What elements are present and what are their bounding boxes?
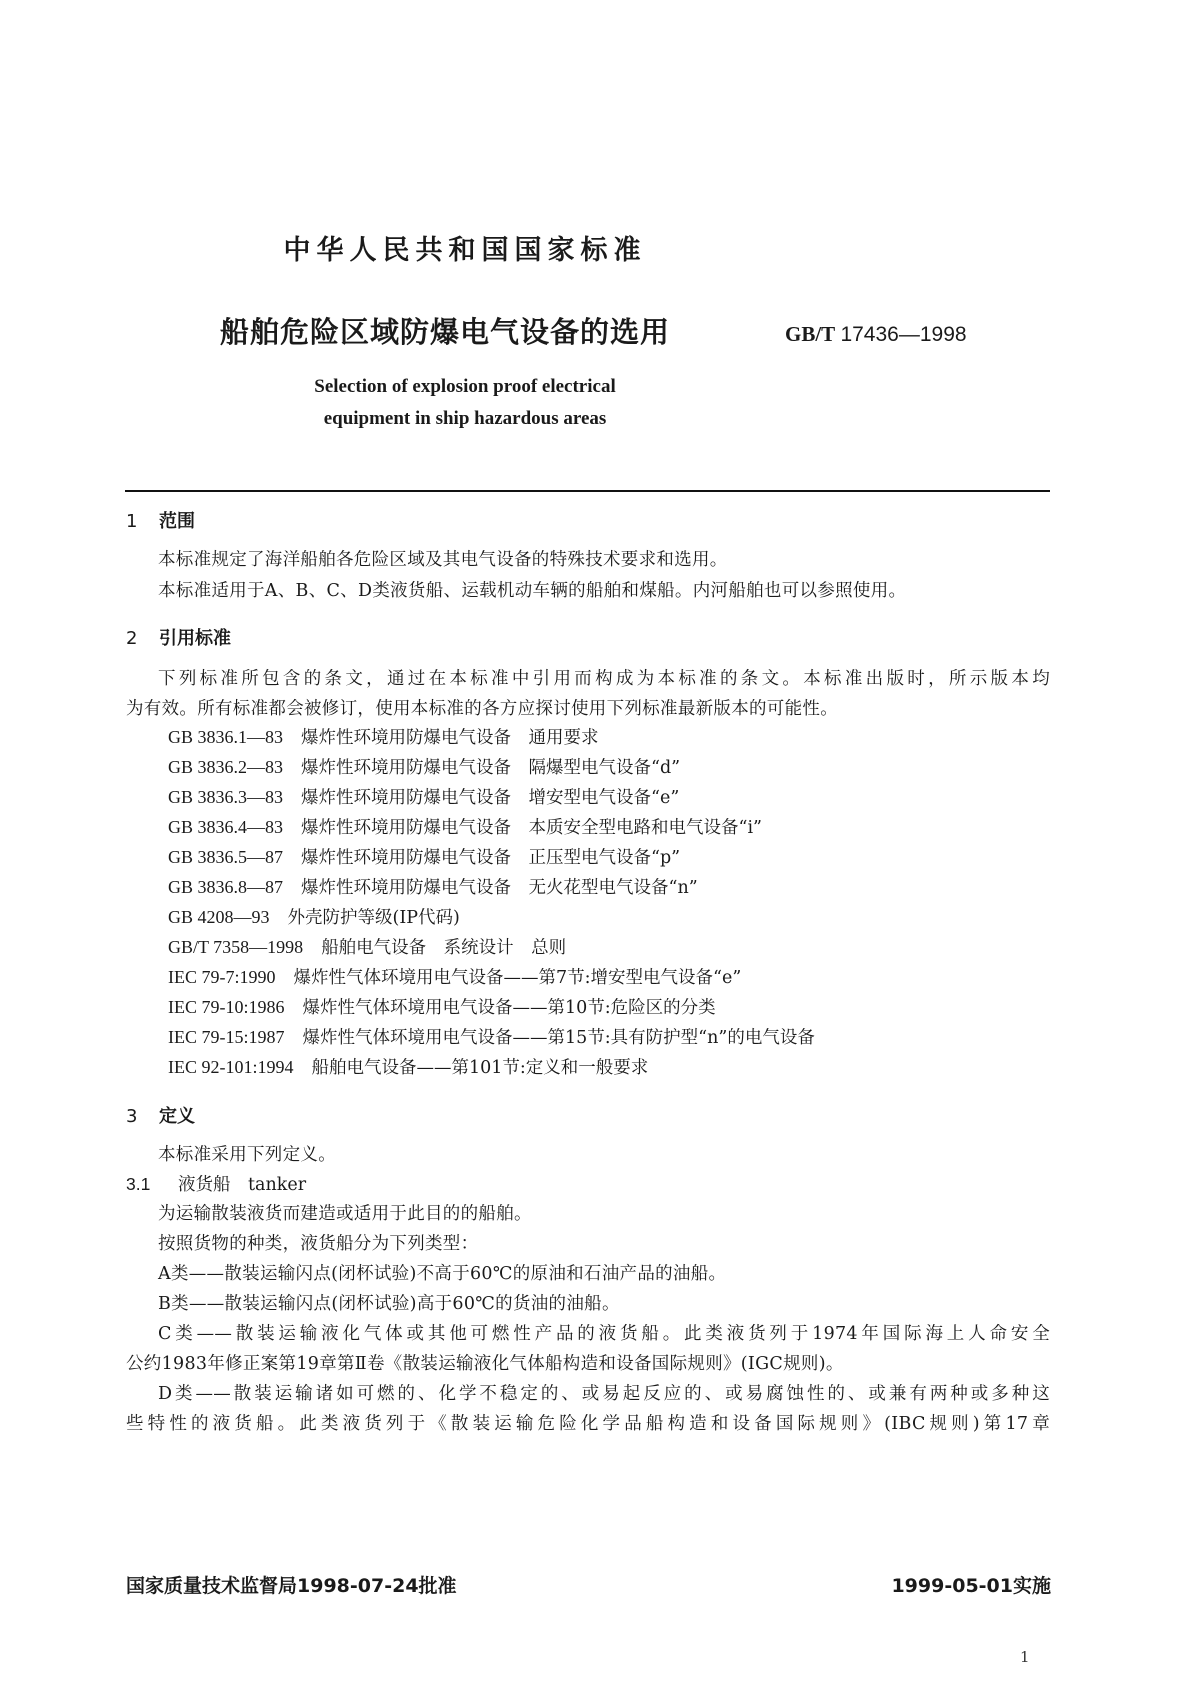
standard-code: 17436—1998 xyxy=(840,323,967,346)
reference-item xyxy=(168,814,762,839)
section-heading-scope xyxy=(126,507,195,533)
reference-item xyxy=(168,754,680,779)
reference-title: 外壳防护等级(IP代码) xyxy=(287,908,460,928)
document-title: 船舶危险区域防爆电气设备的选用 xyxy=(220,315,671,349)
reference-title: 爆炸性气体环境用电气设备——第7节:增安型电气设备“e” xyxy=(293,968,742,988)
reference-item xyxy=(168,1054,648,1079)
reference-title: 爆炸性气体环境用电气设备——第10节:危险区的分类 xyxy=(302,998,716,1018)
section-number: 3 xyxy=(126,1106,138,1127)
reference-title: 爆炸性环境用防爆电气设备 本质安全型电路和电气设备“i” xyxy=(301,818,763,838)
standard-number xyxy=(785,322,967,347)
reference-code: GB 4208—93 xyxy=(168,907,270,927)
paragraph: 公约1983年修正案第19章第Ⅱ卷《散装运输液化气体船构造和设备国际规则》(IGC规则)。 xyxy=(126,1354,844,1374)
subsection-term: 液货船 tanker xyxy=(178,1175,307,1195)
reference-item xyxy=(168,784,679,809)
reference-item xyxy=(168,724,599,749)
paragraph: C类——散装运输液化气体或其他可燃性产品的液货船。此类液货列于1974年国际海上人命安全 xyxy=(158,1324,1050,1344)
reference-title: 爆炸性环境用防爆电气设备 正压型电气设备“p” xyxy=(301,848,681,868)
reference-title: 船舶电气设备 系统设计 总则 xyxy=(321,938,567,958)
reference-item xyxy=(168,1024,815,1049)
reference-item xyxy=(168,874,698,899)
paragraph: 本标准规定了海洋船舶各危险区域及其电气设备的特殊技术要求和选用。 xyxy=(158,550,728,570)
paragraph: 下列标准所包含的条文，通过在本标准中引用而构成为本标准的条文。本标准出版时，所示版本均 xyxy=(158,669,1050,689)
national-standard-heading: 中华人民共和国国家标准 xyxy=(283,235,647,266)
subsection-heading xyxy=(126,1171,306,1196)
reference-code: IEC 79-15:1987 xyxy=(168,1027,285,1047)
section-number: 1 xyxy=(126,511,138,532)
reference-code: GB 3836.1—83 xyxy=(168,727,284,747)
effective-date: 1999-05-01实施 xyxy=(891,1575,1051,1597)
page-number: 1 xyxy=(1020,1648,1030,1666)
section-heading-definitions xyxy=(126,1102,195,1128)
paragraph: 按照货物的种类，液货船分为下列类型： xyxy=(158,1234,479,1254)
reference-code: GB 3836.8—87 xyxy=(168,877,284,897)
reference-item xyxy=(168,904,460,929)
reference-code: IEC 92-101:1994 xyxy=(168,1057,294,1077)
paragraph: 本标准采用下列定义。 xyxy=(158,1145,336,1165)
paragraph: 为有效。所有标准都会被修订，使用本标准的各方应探讨使用下列标准最新版本的可能性。 xyxy=(126,699,838,719)
section-title: 引用标准 xyxy=(159,628,231,649)
header-divider xyxy=(125,490,1050,492)
reference-title: 爆炸性环境用防爆电气设备 隔爆型电气设备“d” xyxy=(301,758,681,778)
reference-title: 爆炸性环境用防爆电气设备 增安型电气设备“e” xyxy=(301,788,680,808)
reference-item xyxy=(168,844,680,869)
paragraph: A类——散装运输闪点(闭杯试验)不高于60℃的原油和石油产品的油船。 xyxy=(158,1264,727,1284)
approval-line: 国家质量技术监督局1998-07-24批准 xyxy=(126,1575,457,1597)
section-title: 定义 xyxy=(159,1106,195,1127)
reference-item xyxy=(168,934,566,959)
paragraph: D类——散装运输诸如可燃的、化学不稳定的、或易起反应的、或易腐蚀性的、或兼有两种或多种这 xyxy=(158,1384,1050,1404)
reference-title: 爆炸性环境用防爆电气设备 无火花型电气设备“n” xyxy=(301,878,698,898)
section-heading-references xyxy=(126,624,231,650)
reference-title: 爆炸性环境用防爆电气设备 通用要求 xyxy=(301,728,599,748)
english-title-line-2: equipment in ship hazardous areas xyxy=(323,408,607,429)
reference-code: GB 3836.5—87 xyxy=(168,847,284,867)
reference-code: IEC 79-7:1990 xyxy=(168,967,276,987)
section-number: 2 xyxy=(126,628,138,649)
subsection-number: 3.1 xyxy=(126,1174,151,1194)
paragraph: B类——散装运输闪点(闭杯试验)高于60℃的货油的油船。 xyxy=(158,1294,620,1314)
paragraph: 为运输散装液货而建造或适用于此目的的船舶。 xyxy=(158,1204,532,1224)
reference-code: IEC 79-10:1986 xyxy=(168,997,285,1017)
reference-title: 爆炸性气体环境用电气设备——第15节:具有防护型“n”的电气设备 xyxy=(302,1028,815,1048)
paragraph: 本标准适用于A、B、C、D类液货船、运载机动车辆的船舶和煤船。内河船舶也可以参照使用。 xyxy=(158,581,907,601)
reference-item xyxy=(168,964,741,989)
reference-code: GB/T 7358—1998 xyxy=(168,937,304,957)
reference-title: 船舶电气设备——第101节:定义和一般要求 xyxy=(311,1058,649,1078)
section-title: 范围 xyxy=(159,511,195,532)
reference-item xyxy=(168,994,716,1019)
standard-prefix: GB/T xyxy=(785,322,836,346)
english-title-line-1: Selection of explosion proof electrical xyxy=(314,376,616,397)
reference-code: GB 3836.4—83 xyxy=(168,817,284,837)
reference-code: GB 3836.3—83 xyxy=(168,787,284,807)
paragraph: 些特性的液货船。此类液货列于《散装运输危险化学品船构造和设备国际规则》(IBC规则)第17章 xyxy=(126,1414,1050,1434)
reference-code: GB 3836.2—83 xyxy=(168,757,284,777)
